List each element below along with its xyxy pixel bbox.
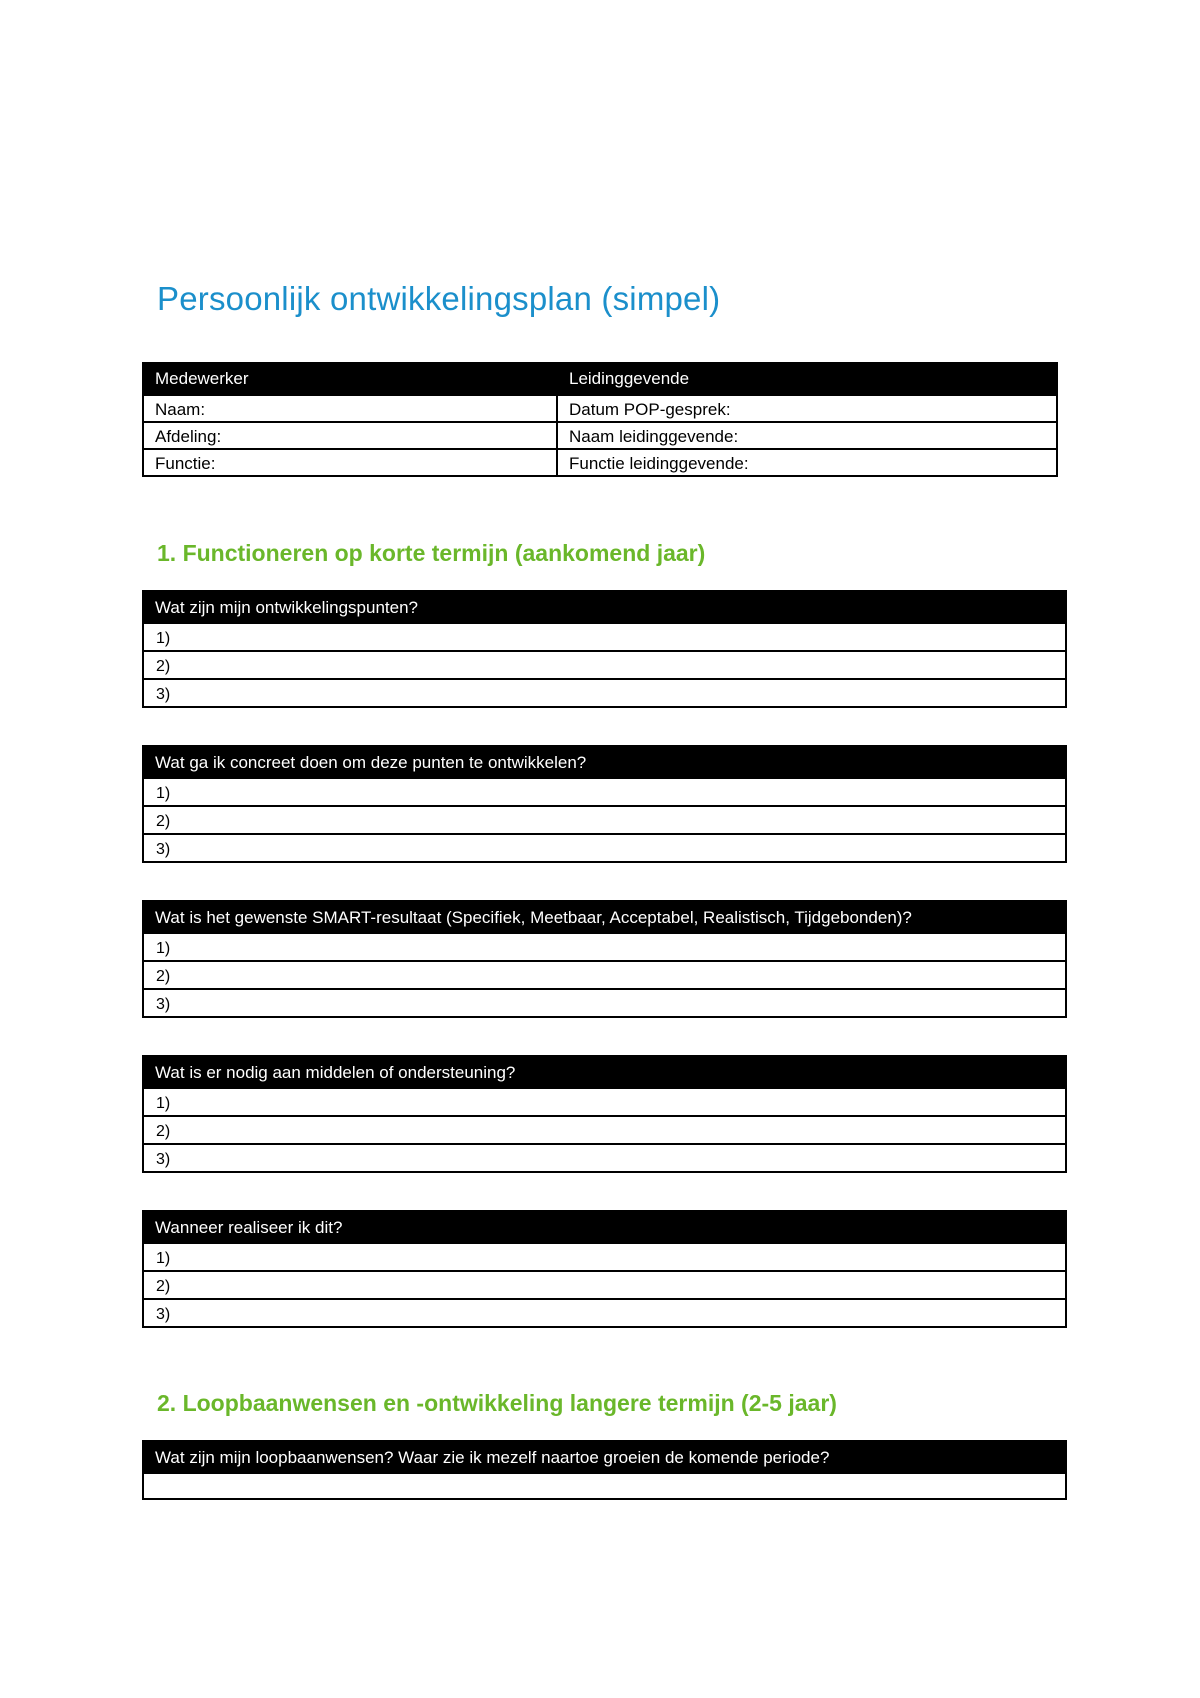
employee-header: Medewerker bbox=[144, 364, 558, 394]
manager-header: Leidinggevende bbox=[558, 364, 1056, 394]
manager-name-colon: : bbox=[733, 427, 739, 446]
answer-row[interactable]: 2) bbox=[144, 1270, 1065, 1298]
department-field[interactable] bbox=[144, 421, 558, 448]
manager-name-field[interactable] bbox=[558, 421, 1056, 448]
answer-row[interactable]: 3) bbox=[144, 833, 1065, 861]
question-header: Wat zijn mijn loopbaanwensen? Waar zie ik mezelf naartoe groeien de komende periode? bbox=[144, 1442, 1065, 1472]
answer-row[interactable]: 2) bbox=[144, 805, 1065, 833]
function-colon: : bbox=[210, 454, 216, 473]
answer-row[interactable]: 1) bbox=[144, 932, 1065, 960]
question-header: Wat is het gewenste SMART-resultaat (Specifiek, Meetbaar, Acceptabel, Realistisch, Tijdgebonden)? bbox=[144, 902, 1065, 932]
question-header: Wat is er nodig aan middelen of ondersteuning? bbox=[144, 1057, 1065, 1087]
answer-row[interactable]: 2) bbox=[144, 650, 1065, 678]
resources-support-table bbox=[142, 1055, 1067, 1173]
answer-row[interactable]: 3) bbox=[144, 678, 1065, 706]
pop-date-colon: : bbox=[725, 400, 731, 419]
section-2-heading: 2. Loopbaanwensen en -ontwikkeling langere termijn (2-5 jaar) bbox=[157, 1390, 837, 1416]
answer-row[interactable]: 1) bbox=[144, 1087, 1065, 1115]
realisation-date-table bbox=[142, 1210, 1067, 1328]
pop-date-label: Datum POP-gesprek bbox=[569, 400, 726, 419]
department-label: Afdeling bbox=[155, 427, 217, 446]
function-label: Functie bbox=[155, 454, 211, 473]
answer-row[interactable]: 3) bbox=[144, 988, 1065, 1016]
name-label: Naam bbox=[155, 400, 201, 419]
manager-function-label: Functie leidinggevende bbox=[569, 454, 744, 473]
smart-result-table bbox=[142, 900, 1067, 1018]
page-title: Persoonlijk ontwikkelingsplan (simpel) bbox=[157, 280, 721, 317]
department-colon: : bbox=[216, 427, 222, 446]
manager-function-field[interactable] bbox=[558, 448, 1056, 475]
career-wishes-table bbox=[142, 1440, 1067, 1500]
answer-row[interactable]: 2) bbox=[144, 960, 1065, 988]
answer-row[interactable]: 3) bbox=[144, 1298, 1065, 1326]
question-header: Wanneer realiseer ik dit? bbox=[144, 1212, 1065, 1242]
development-points-table bbox=[142, 590, 1067, 708]
answer-row[interactable]: 1) bbox=[144, 777, 1065, 805]
answer-row[interactable]: 2) bbox=[144, 1115, 1065, 1143]
pop-date-field[interactable] bbox=[558, 394, 1056, 421]
question-header: Wat zijn mijn ontwikkelingspunten? bbox=[144, 592, 1065, 622]
answer-row[interactable]: 3) bbox=[144, 1143, 1065, 1171]
answer-row[interactable] bbox=[144, 1472, 1065, 1498]
name-colon: : bbox=[200, 400, 206, 419]
manager-name-label: Naam leidinggevende bbox=[569, 427, 734, 446]
function-field[interactable] bbox=[144, 448, 558, 475]
concrete-actions-table bbox=[142, 745, 1067, 863]
answer-row[interactable]: 1) bbox=[144, 622, 1065, 650]
manager-function-colon: : bbox=[743, 454, 749, 473]
employee-info-table bbox=[142, 362, 1058, 477]
question-header: Wat ga ik concreet doen om deze punten te ontwikkelen? bbox=[144, 747, 1065, 777]
name-field[interactable] bbox=[144, 394, 558, 421]
section-1-heading: 1. Functioneren op korte termijn (aankomend jaar) bbox=[157, 540, 706, 566]
answer-row[interactable]: 1) bbox=[144, 1242, 1065, 1270]
